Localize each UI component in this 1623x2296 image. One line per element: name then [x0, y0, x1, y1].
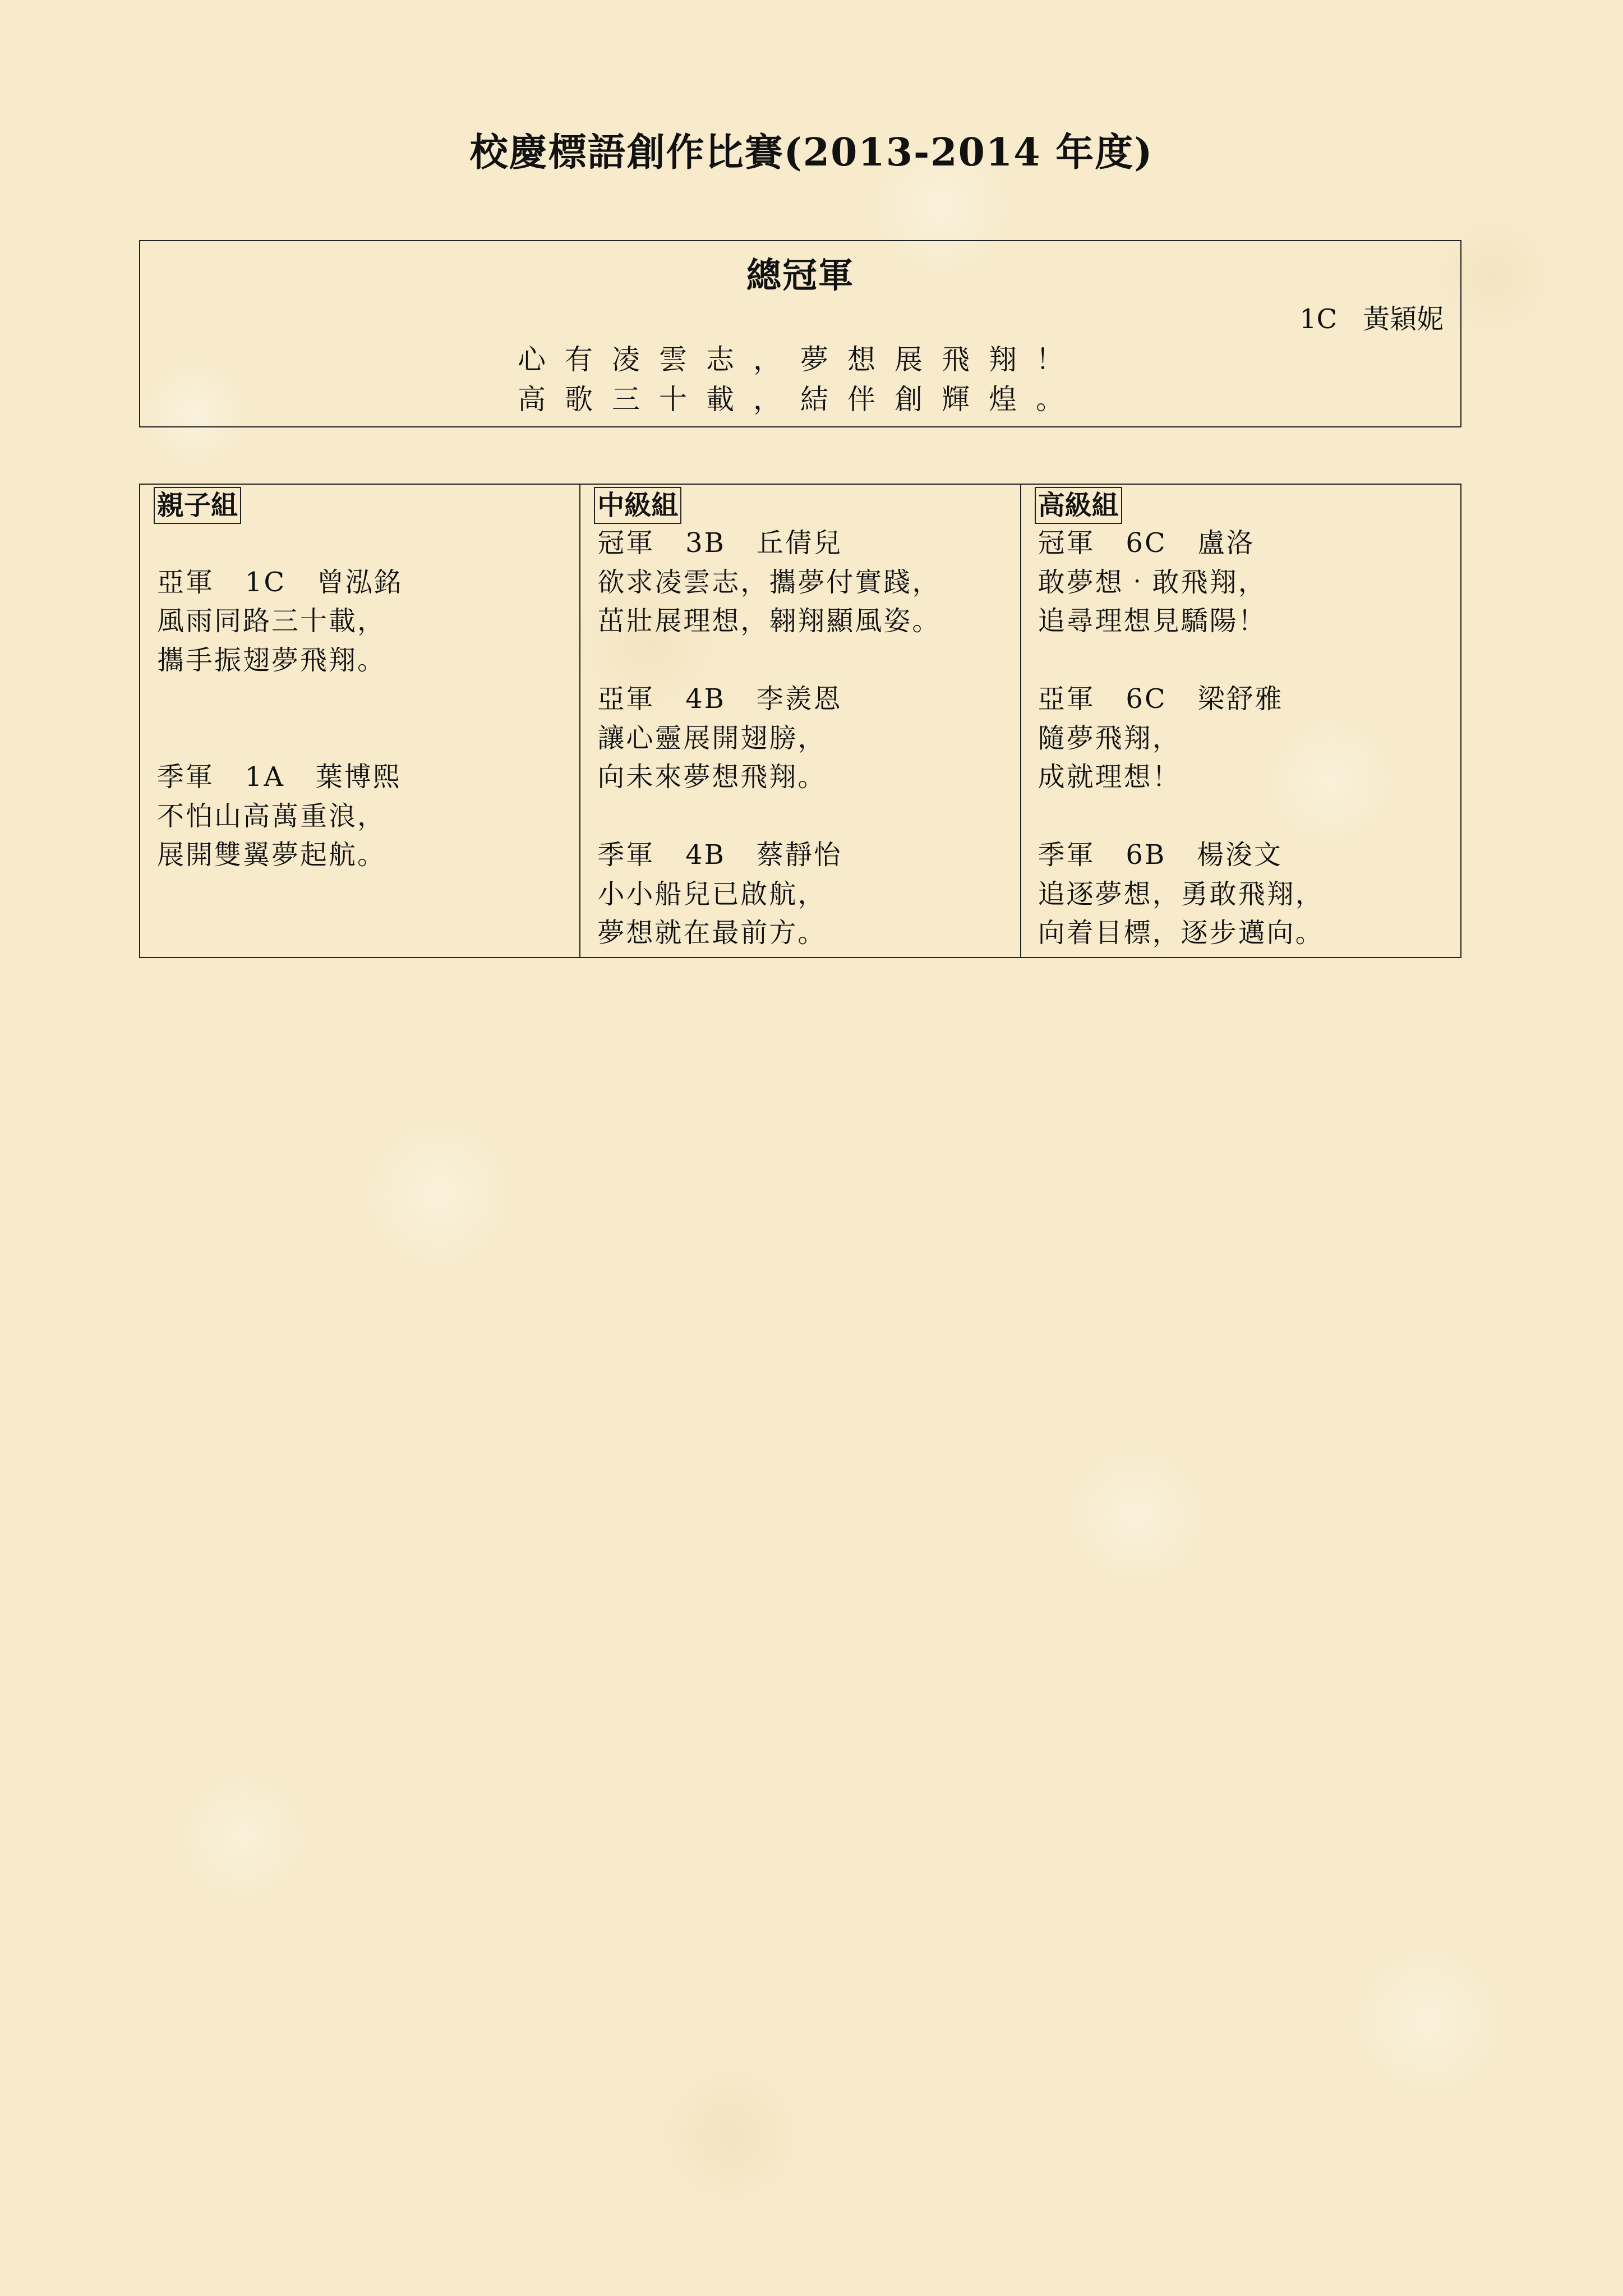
entry-line: 向未來夢想飛翔。	[597, 761, 827, 793]
entry-line	[157, 680, 579, 719]
entry-line: 季軍 4B 蔡靜怡	[597, 839, 842, 871]
entry-line: 冠軍 3B 丘倩兒	[597, 527, 842, 559]
group-column-intermediate	[579, 485, 1020, 957]
entry-line	[597, 797, 1020, 836]
entry-line: 追尋理想見驕陽！	[1038, 605, 1267, 637]
entry-line: 不怕山高萬重浪，	[157, 800, 386, 832]
entry-line: 小小船兒已啟航，	[597, 878, 827, 910]
entry-line: 欲求凌雲志，攜夢付實踐，	[597, 566, 941, 598]
entry-line: 讓心靈展開翅膀，	[597, 722, 827, 754]
entry-line: 冠軍 6C 盧洛	[1038, 527, 1255, 559]
overall-champion-slogan-line: 心有凌雲志，夢想展飛翔！	[518, 343, 1083, 376]
entry-line	[157, 719, 579, 758]
entry-line: 亞軍 4B 李羨恩	[597, 683, 842, 715]
overall-champion-box	[139, 240, 1461, 427]
entry-line: 亞軍 6C 梁舒雅	[1038, 683, 1284, 715]
entry-line	[1038, 797, 1460, 836]
overall-champion-author: 1C 黃穎妮	[1299, 303, 1444, 335]
overall-champion-slogan-line: 高歌三十載，結伴創輝煌。	[518, 383, 1083, 416]
group-header: 中級組	[594, 487, 681, 524]
group-column-senior	[1020, 485, 1460, 957]
entry-line	[157, 875, 579, 914]
group-column-parent-child	[140, 485, 579, 957]
entry-line: 夢想就在最前方。	[597, 917, 827, 949]
entry-line: 茁壯展理想，翱翔顯風姿。	[597, 605, 941, 637]
entry-line: 風雨同路三十載，	[157, 605, 386, 637]
page-title: 校慶標語創作比賽(2013-2014 年度)	[469, 130, 1154, 175]
group-header: 高級組	[1035, 487, 1122, 524]
entry-line	[597, 641, 1020, 680]
group-header: 親子組	[154, 487, 241, 524]
entry-line: 向着目標，逐步邁向。	[1038, 917, 1324, 949]
entry-line: 成就理想！	[1038, 761, 1181, 793]
entry-line	[157, 914, 579, 953]
entry-line: 敢夢想‧敢飛翔，	[1038, 566, 1267, 598]
entry-line: 隨夢飛翔，	[1038, 722, 1181, 754]
overall-champion-heading: 總冠軍	[746, 255, 854, 296]
entry-line: 季軍 1A 葉博熙	[157, 761, 402, 793]
entry-line	[1038, 641, 1460, 680]
entry-line: 季軍 6B 楊浚文	[1038, 839, 1283, 871]
entry-line: 展開雙翼夢起航。	[157, 839, 386, 871]
entry-line	[157, 524, 579, 563]
entry-line: 追逐夢想，勇敢飛翔，	[1038, 878, 1324, 910]
entry-line: 亞軍 1C 曾泓銘	[157, 566, 403, 598]
group-entries	[1038, 524, 1460, 953]
group-entries	[157, 524, 579, 953]
entry-line: 攜手振翅夢飛翔。	[157, 644, 386, 676]
groups-table	[139, 484, 1461, 958]
group-entries	[597, 524, 1020, 953]
